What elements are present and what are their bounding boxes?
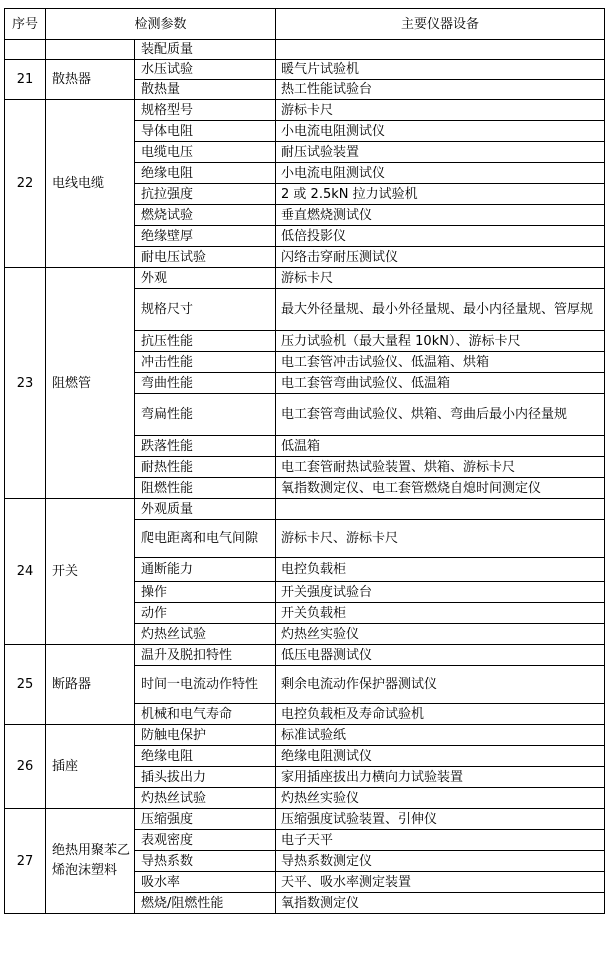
equipment: 垂直燃烧测试仪 <box>276 205 605 226</box>
test-parameter: 温升及脱扣特性 <box>135 645 276 666</box>
test-parameter: 规格尺寸 <box>135 289 276 331</box>
equipment: 低压电器测试仪 <box>276 645 605 666</box>
test-parameter: 通断能力 <box>135 558 276 582</box>
test-parameter: 机械和电气寿命 <box>135 704 276 725</box>
equipment <box>276 40 605 60</box>
equipment: 暖气片试验机 <box>276 60 605 80</box>
equipment: 电工套管耐热试验装置、烘箱、游标卡尺 <box>276 457 605 478</box>
row-index: 24 <box>5 499 46 645</box>
test-parameter: 燃烧试验 <box>135 205 276 226</box>
equipment: 小电流电阻测试仪 <box>276 121 605 142</box>
product-category: 断路器 <box>46 645 135 725</box>
table-row <box>5 100 605 121</box>
equipment: 电工套管弯曲试验仪、烘箱、弯曲后最小内径量规 <box>276 394 605 436</box>
table-row <box>5 499 605 520</box>
table-row <box>5 809 605 830</box>
test-parameter: 导热系数 <box>135 851 276 872</box>
test-parameter: 动作 <box>135 603 276 624</box>
equipment: 电工套管冲击试验仪、低温箱、烘箱 <box>276 352 605 373</box>
row-index: 26 <box>5 725 46 809</box>
test-parameter: 抗压性能 <box>135 331 276 352</box>
product-category: 散热器 <box>46 60 135 100</box>
table-row <box>5 645 605 666</box>
header-main-equipment: 主要仪器设备 <box>276 9 605 40</box>
row-index: 25 <box>5 645 46 725</box>
test-equipment-table <box>4 8 605 914</box>
equipment: 开关强度试验台 <box>276 582 605 603</box>
test-parameter: 时间一电流动作特性 <box>135 666 276 704</box>
product-category: 电线电缆 <box>46 100 135 268</box>
equipment: 氧指数测定仪 <box>276 893 605 914</box>
table-row <box>5 40 605 60</box>
equipment <box>276 499 605 520</box>
test-parameter: 导体电阻 <box>135 121 276 142</box>
test-parameter: 绝缘壁厚 <box>135 226 276 247</box>
test-parameter: 压缩强度 <box>135 809 276 830</box>
equipment: 家用插座拔出力横向力试验装置 <box>276 767 605 788</box>
test-parameter: 装配质量 <box>135 40 276 60</box>
product-category: 绝热用聚苯乙烯泡沫塑料 <box>46 809 135 914</box>
table-header-row <box>5 9 605 40</box>
equipment: 导热系数测定仪 <box>276 851 605 872</box>
test-parameter: 插头拔出力 <box>135 767 276 788</box>
equipment: 电控负载柜 <box>276 558 605 582</box>
equipment: 开关负载柜 <box>276 603 605 624</box>
table-row <box>5 268 605 289</box>
test-parameter: 规格型号 <box>135 100 276 121</box>
test-parameter: 耐热性能 <box>135 457 276 478</box>
test-parameter: 防触电保护 <box>135 725 276 746</box>
row-index: 23 <box>5 268 46 499</box>
equipment: 压力试验机（最大量程 10kN）、游标卡尺 <box>276 331 605 352</box>
equipment: 灼热丝实验仪 <box>276 788 605 809</box>
header-test-parameters: 检测参数 <box>46 9 276 40</box>
test-parameter: 弯曲性能 <box>135 373 276 394</box>
equipment: 小电流电阻测试仪 <box>276 163 605 184</box>
test-parameter: 散热量 <box>135 80 276 100</box>
test-parameter: 耐电压试验 <box>135 247 276 268</box>
test-parameter: 灼热丝试验 <box>135 788 276 809</box>
test-parameter: 爬电距离和电气间隙 <box>135 520 276 558</box>
test-parameter: 绝缘电阻 <box>135 163 276 184</box>
equipment: 标准试验纸 <box>276 725 605 746</box>
equipment: 剩余电流动作保护器测试仪 <box>276 666 605 704</box>
test-parameter: 水压试验 <box>135 60 276 80</box>
test-parameter: 电缆电压 <box>135 142 276 163</box>
equipment: 氧指数测定仪、电工套管燃烧自熄时间测定仪 <box>276 478 605 499</box>
header-index: 序号 <box>5 9 46 40</box>
row-index: 22 <box>5 100 46 268</box>
test-parameter: 弯扁性能 <box>135 394 276 436</box>
table-row <box>5 725 605 746</box>
equipment: 最大外径量规、最小外径量规、最小内径量规、管厚规 <box>276 289 605 331</box>
test-parameter: 表观密度 <box>135 830 276 851</box>
test-parameter: 绝缘电阻 <box>135 746 276 767</box>
test-parameter: 外观 <box>135 268 276 289</box>
test-parameter: 冲击性能 <box>135 352 276 373</box>
test-parameter: 吸水率 <box>135 872 276 893</box>
equipment: 低温箱 <box>276 436 605 457</box>
test-parameter: 燃烧/阻燃性能 <box>135 893 276 914</box>
test-parameter: 阻燃性能 <box>135 478 276 499</box>
equipment: 游标卡尺、游标卡尺 <box>276 520 605 558</box>
test-parameter: 外观质量 <box>135 499 276 520</box>
equipment: 热工性能试验台 <box>276 80 605 100</box>
test-parameter: 操作 <box>135 582 276 603</box>
test-parameter: 灼热丝试验 <box>135 624 276 645</box>
product-category: 阻燃管 <box>46 268 135 499</box>
product-category: 插座 <box>46 725 135 809</box>
equipment: 2 或 2.5kN 拉力试验机 <box>276 184 605 205</box>
equipment: 游标卡尺 <box>276 100 605 121</box>
row-index <box>5 40 46 60</box>
product-category <box>46 40 135 60</box>
product-category: 开关 <box>46 499 135 645</box>
equipment: 游标卡尺 <box>276 268 605 289</box>
equipment: 低倍投影仪 <box>276 226 605 247</box>
test-parameter: 跌落性能 <box>135 436 276 457</box>
equipment: 绝缘电阻测试仪 <box>276 746 605 767</box>
equipment: 耐压试验装置 <box>276 142 605 163</box>
test-parameters-table-page <box>4 8 604 943</box>
equipment: 压缩强度试验装置、引伸仪 <box>276 809 605 830</box>
equipment: 灼热丝实验仪 <box>276 624 605 645</box>
equipment: 电工套管弯曲试验仪、低温箱 <box>276 373 605 394</box>
equipment: 电控负载柜及寿命试验机 <box>276 704 605 725</box>
test-parameter: 抗拉强度 <box>135 184 276 205</box>
row-index: 27 <box>5 809 46 914</box>
row-index: 21 <box>5 60 46 100</box>
equipment: 天平、吸水率测定装置 <box>276 872 605 893</box>
table-row <box>5 60 605 80</box>
equipment: 电子天平 <box>276 830 605 851</box>
equipment: 闪络击穿耐压测试仪 <box>276 247 605 268</box>
